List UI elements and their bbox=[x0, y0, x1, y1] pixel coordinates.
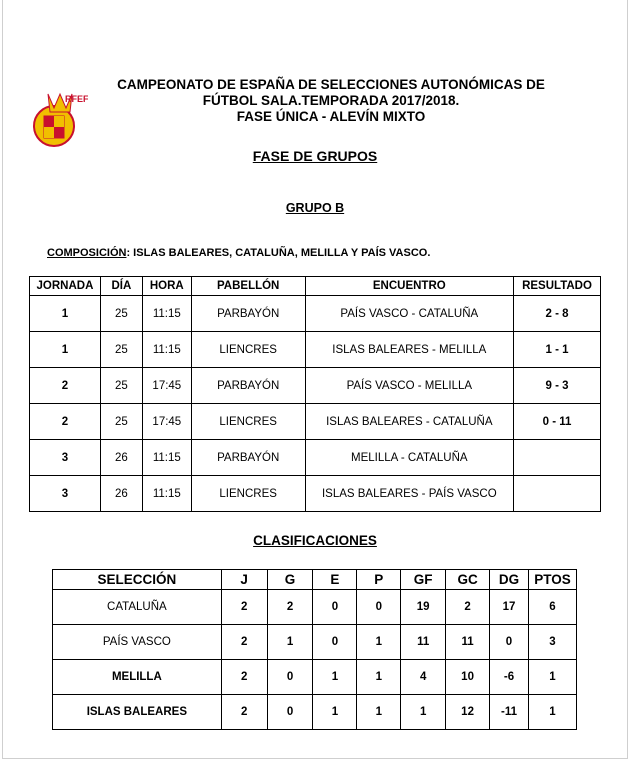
cell-resultado: 1 - 1 bbox=[514, 332, 601, 368]
cell-gc: 11 bbox=[446, 625, 490, 660]
cell-jornada: 2 bbox=[30, 368, 101, 404]
col-header: DG bbox=[490, 570, 529, 590]
table-row bbox=[30, 404, 601, 440]
cell-gc: 10 bbox=[446, 660, 490, 695]
cell-seleccion: MELILLA bbox=[53, 660, 222, 695]
cell-jornada: 3 bbox=[30, 440, 101, 476]
col-header: HORA bbox=[142, 277, 191, 296]
cell-jornada: 2 bbox=[30, 404, 101, 440]
table-row bbox=[30, 296, 601, 332]
composition-text: : ISLAS BALEARES, CATALUÑA, MELILLA Y PAÍS VASCO. bbox=[126, 247, 431, 259]
title-line-2: FÚTBOL SALA.TEMPORADA 2017/2018. bbox=[202, 93, 460, 108]
cell-pabellon: LIENCRES bbox=[191, 476, 305, 512]
cell-ptos: 1 bbox=[528, 695, 576, 730]
cell-encuentro: ISLAS BALEARES - MELILLA bbox=[305, 332, 513, 368]
cell-p: 1 bbox=[357, 660, 401, 695]
cell-p: 1 bbox=[357, 625, 401, 660]
cell-pabellon: LIENCRES bbox=[191, 332, 305, 368]
matches-table bbox=[29, 276, 601, 512]
table-row bbox=[53, 660, 577, 695]
col-header: E bbox=[313, 570, 357, 590]
col-header: ENCUENTRO bbox=[305, 277, 513, 296]
cell-gf: 19 bbox=[401, 590, 446, 625]
composition-label: COMPOSICIÓN bbox=[47, 247, 127, 259]
col-header: PABELLÓN bbox=[191, 277, 305, 296]
cell-g: 0 bbox=[267, 660, 313, 695]
table-row bbox=[53, 590, 577, 625]
cell-dia: 25 bbox=[100, 332, 142, 368]
cell-dia: 25 bbox=[100, 368, 142, 404]
cell-encuentro: ISLAS BALEARES - CATALUÑA bbox=[305, 404, 513, 440]
cell-g: 1 bbox=[267, 625, 313, 660]
col-header: P bbox=[357, 570, 401, 590]
matches-header-row bbox=[30, 277, 601, 296]
standings-table bbox=[52, 569, 577, 730]
standings-header-row bbox=[53, 570, 577, 590]
cell-ptos: 1 bbox=[528, 660, 576, 695]
cell-e: 1 bbox=[313, 695, 357, 730]
cell-dia: 25 bbox=[100, 404, 142, 440]
cell-dg: -6 bbox=[490, 660, 529, 695]
cell-g: 0 bbox=[267, 695, 313, 730]
cell-encuentro: PAÍS VASCO - MELILLA bbox=[305, 368, 513, 404]
cell-j: 2 bbox=[221, 660, 267, 695]
col-header: SELECCIÓN bbox=[53, 570, 222, 590]
table-row bbox=[30, 332, 601, 368]
cell-encuentro: MELILLA - CATALUÑA bbox=[305, 440, 513, 476]
cell-p: 1 bbox=[357, 695, 401, 730]
logo-text: RFEF bbox=[65, 94, 88, 104]
cell-ptos: 6 bbox=[528, 590, 576, 625]
document-title bbox=[96, 77, 566, 125]
col-header: DÍA bbox=[100, 277, 142, 296]
phase-heading: FASE DE GRUPOS bbox=[252, 148, 378, 164]
cell-g: 2 bbox=[267, 590, 313, 625]
cell-dg: -11 bbox=[490, 695, 529, 730]
composition bbox=[47, 247, 430, 259]
cell-gf: 11 bbox=[401, 625, 446, 660]
federation-logo-icon bbox=[28, 90, 88, 154]
cell-dg: 0 bbox=[490, 625, 529, 660]
table-row bbox=[53, 695, 577, 730]
cell-resultado: 0 - 11 bbox=[514, 404, 601, 440]
table-row bbox=[30, 476, 601, 512]
cell-hora: 17:45 bbox=[142, 404, 191, 440]
cell-pabellon: PARBAYÓN bbox=[191, 440, 305, 476]
table-row bbox=[30, 440, 601, 476]
title-line-1: CAMPEONATO DE ESPAÑA DE SELECCIONES AUTONÓMICAS DE bbox=[117, 77, 545, 92]
cell-j: 2 bbox=[221, 590, 267, 625]
col-header: JORNADA bbox=[30, 277, 101, 296]
cell-encuentro: PAÍS VASCO - CATALUÑA bbox=[305, 296, 513, 332]
cell-j: 2 bbox=[221, 625, 267, 660]
cell-hora: 11:15 bbox=[142, 440, 191, 476]
col-header: PTOS bbox=[528, 570, 576, 590]
cell-e: 0 bbox=[313, 590, 357, 625]
cell-seleccion: PAÍS VASCO bbox=[53, 625, 222, 660]
cell-resultado bbox=[514, 440, 601, 476]
col-header: RESULTADO bbox=[514, 277, 601, 296]
cell-gc: 2 bbox=[446, 590, 490, 625]
title-line-3: FASE ÚNICA - ALEVÍN MIXTO bbox=[236, 109, 426, 124]
cell-encuentro: ISLAS BALEARES - PAÍS VASCO bbox=[305, 476, 513, 512]
cell-dg: 17 bbox=[490, 590, 529, 625]
cell-jornada: 3 bbox=[30, 476, 101, 512]
table-row bbox=[53, 625, 577, 660]
cell-dia: 26 bbox=[100, 440, 142, 476]
cell-jornada: 1 bbox=[30, 296, 101, 332]
cell-jornada: 1 bbox=[30, 332, 101, 368]
cell-resultado: 2 - 8 bbox=[514, 296, 601, 332]
col-header: G bbox=[267, 570, 313, 590]
cell-e: 0 bbox=[313, 625, 357, 660]
cell-seleccion: CATALUÑA bbox=[53, 590, 222, 625]
cell-j: 2 bbox=[221, 695, 267, 730]
cell-dia: 26 bbox=[100, 476, 142, 512]
table-row bbox=[30, 368, 601, 404]
col-header: J bbox=[221, 570, 267, 590]
col-header: GC bbox=[446, 570, 490, 590]
cell-gf: 1 bbox=[401, 695, 446, 730]
cell-ptos: 3 bbox=[528, 625, 576, 660]
cell-hora: 11:15 bbox=[142, 296, 191, 332]
cell-hora: 11:15 bbox=[142, 332, 191, 368]
cell-seleccion: ISLAS BALEARES bbox=[53, 695, 222, 730]
group-heading: GRUPO B bbox=[285, 201, 345, 215]
cell-gf: 4 bbox=[401, 660, 446, 695]
cell-resultado: 9 - 3 bbox=[514, 368, 601, 404]
cell-e: 1 bbox=[313, 660, 357, 695]
cell-gc: 12 bbox=[446, 695, 490, 730]
cell-hora: 11:15 bbox=[142, 476, 191, 512]
cell-pabellon: LIENCRES bbox=[191, 404, 305, 440]
cell-hora: 17:45 bbox=[142, 368, 191, 404]
cell-dia: 25 bbox=[100, 296, 142, 332]
cell-resultado bbox=[514, 476, 601, 512]
cell-pabellon: PARBAYÓN bbox=[191, 296, 305, 332]
col-header: GF bbox=[401, 570, 446, 590]
cell-pabellon: PARBAYÓN bbox=[191, 368, 305, 404]
standings-title: CLASIFICACIONES bbox=[253, 533, 377, 548]
cell-p: 0 bbox=[357, 590, 401, 625]
